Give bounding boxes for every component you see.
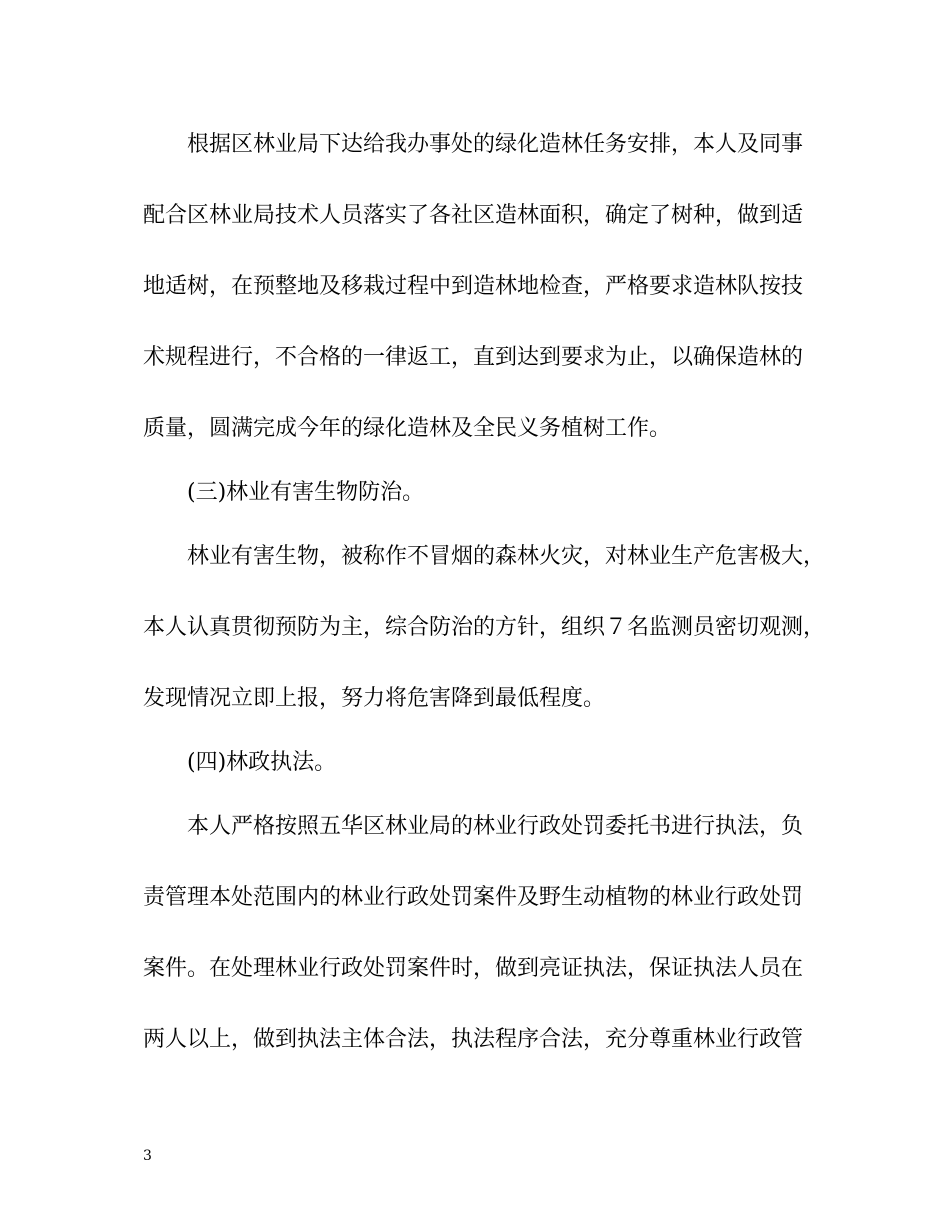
paragraph-line: 配合区林业局技术人员落实了各社区造林面积，确定了树种，做到适 [143, 203, 804, 228]
paragraph-line: 案件。在处理林业行政处罚案件时，做到亮证执法，保证执法人员在 [143, 956, 804, 981]
paragraph-line: 质量，圆满完成今年的绿化造林及全民义务植树工作。 [143, 416, 672, 441]
paragraph-line: 术规程进行，不合格的一律返工，直到达到要求为止，以确保造林的 [143, 345, 804, 370]
paragraph-line: 地适树，在预整地及移栽过程中到造林地检查，严格要求造林队按技 [143, 274, 804, 299]
paragraph-line: 两人以上，做到执法主体合法，执法程序合法，充分尊重林业行政管 [143, 1027, 804, 1052]
page-number: 3 [143, 1148, 152, 1164]
paragraph-line: 责管理本处范围内的林业行政处罚案件及野生动植物的林业行政处罚 [143, 885, 804, 910]
section-heading: (四)林政执法。 [187, 750, 337, 775]
section-heading: (三)林业有害生物防治。 [187, 480, 425, 505]
paragraph-line: 根据区林业局下达给我办事处的绿化造林任务安排，本人及同事 [187, 132, 804, 157]
paragraph-line: 本人严格按照五华区林业局的林业行政处罚委托书进行执法，负 [187, 814, 804, 839]
paragraph-line: 发现情况立即上报，努力将危害降到最低程度。 [143, 686, 606, 711]
paragraph-line: 林业有害生物，被称作不冒烟的森林火灾，对林业生产危害极大， [187, 544, 826, 569]
paragraph-line: 本人认真贯彻预防为主，综合防治的方针，组织７名监测员密切观测， [143, 615, 826, 640]
